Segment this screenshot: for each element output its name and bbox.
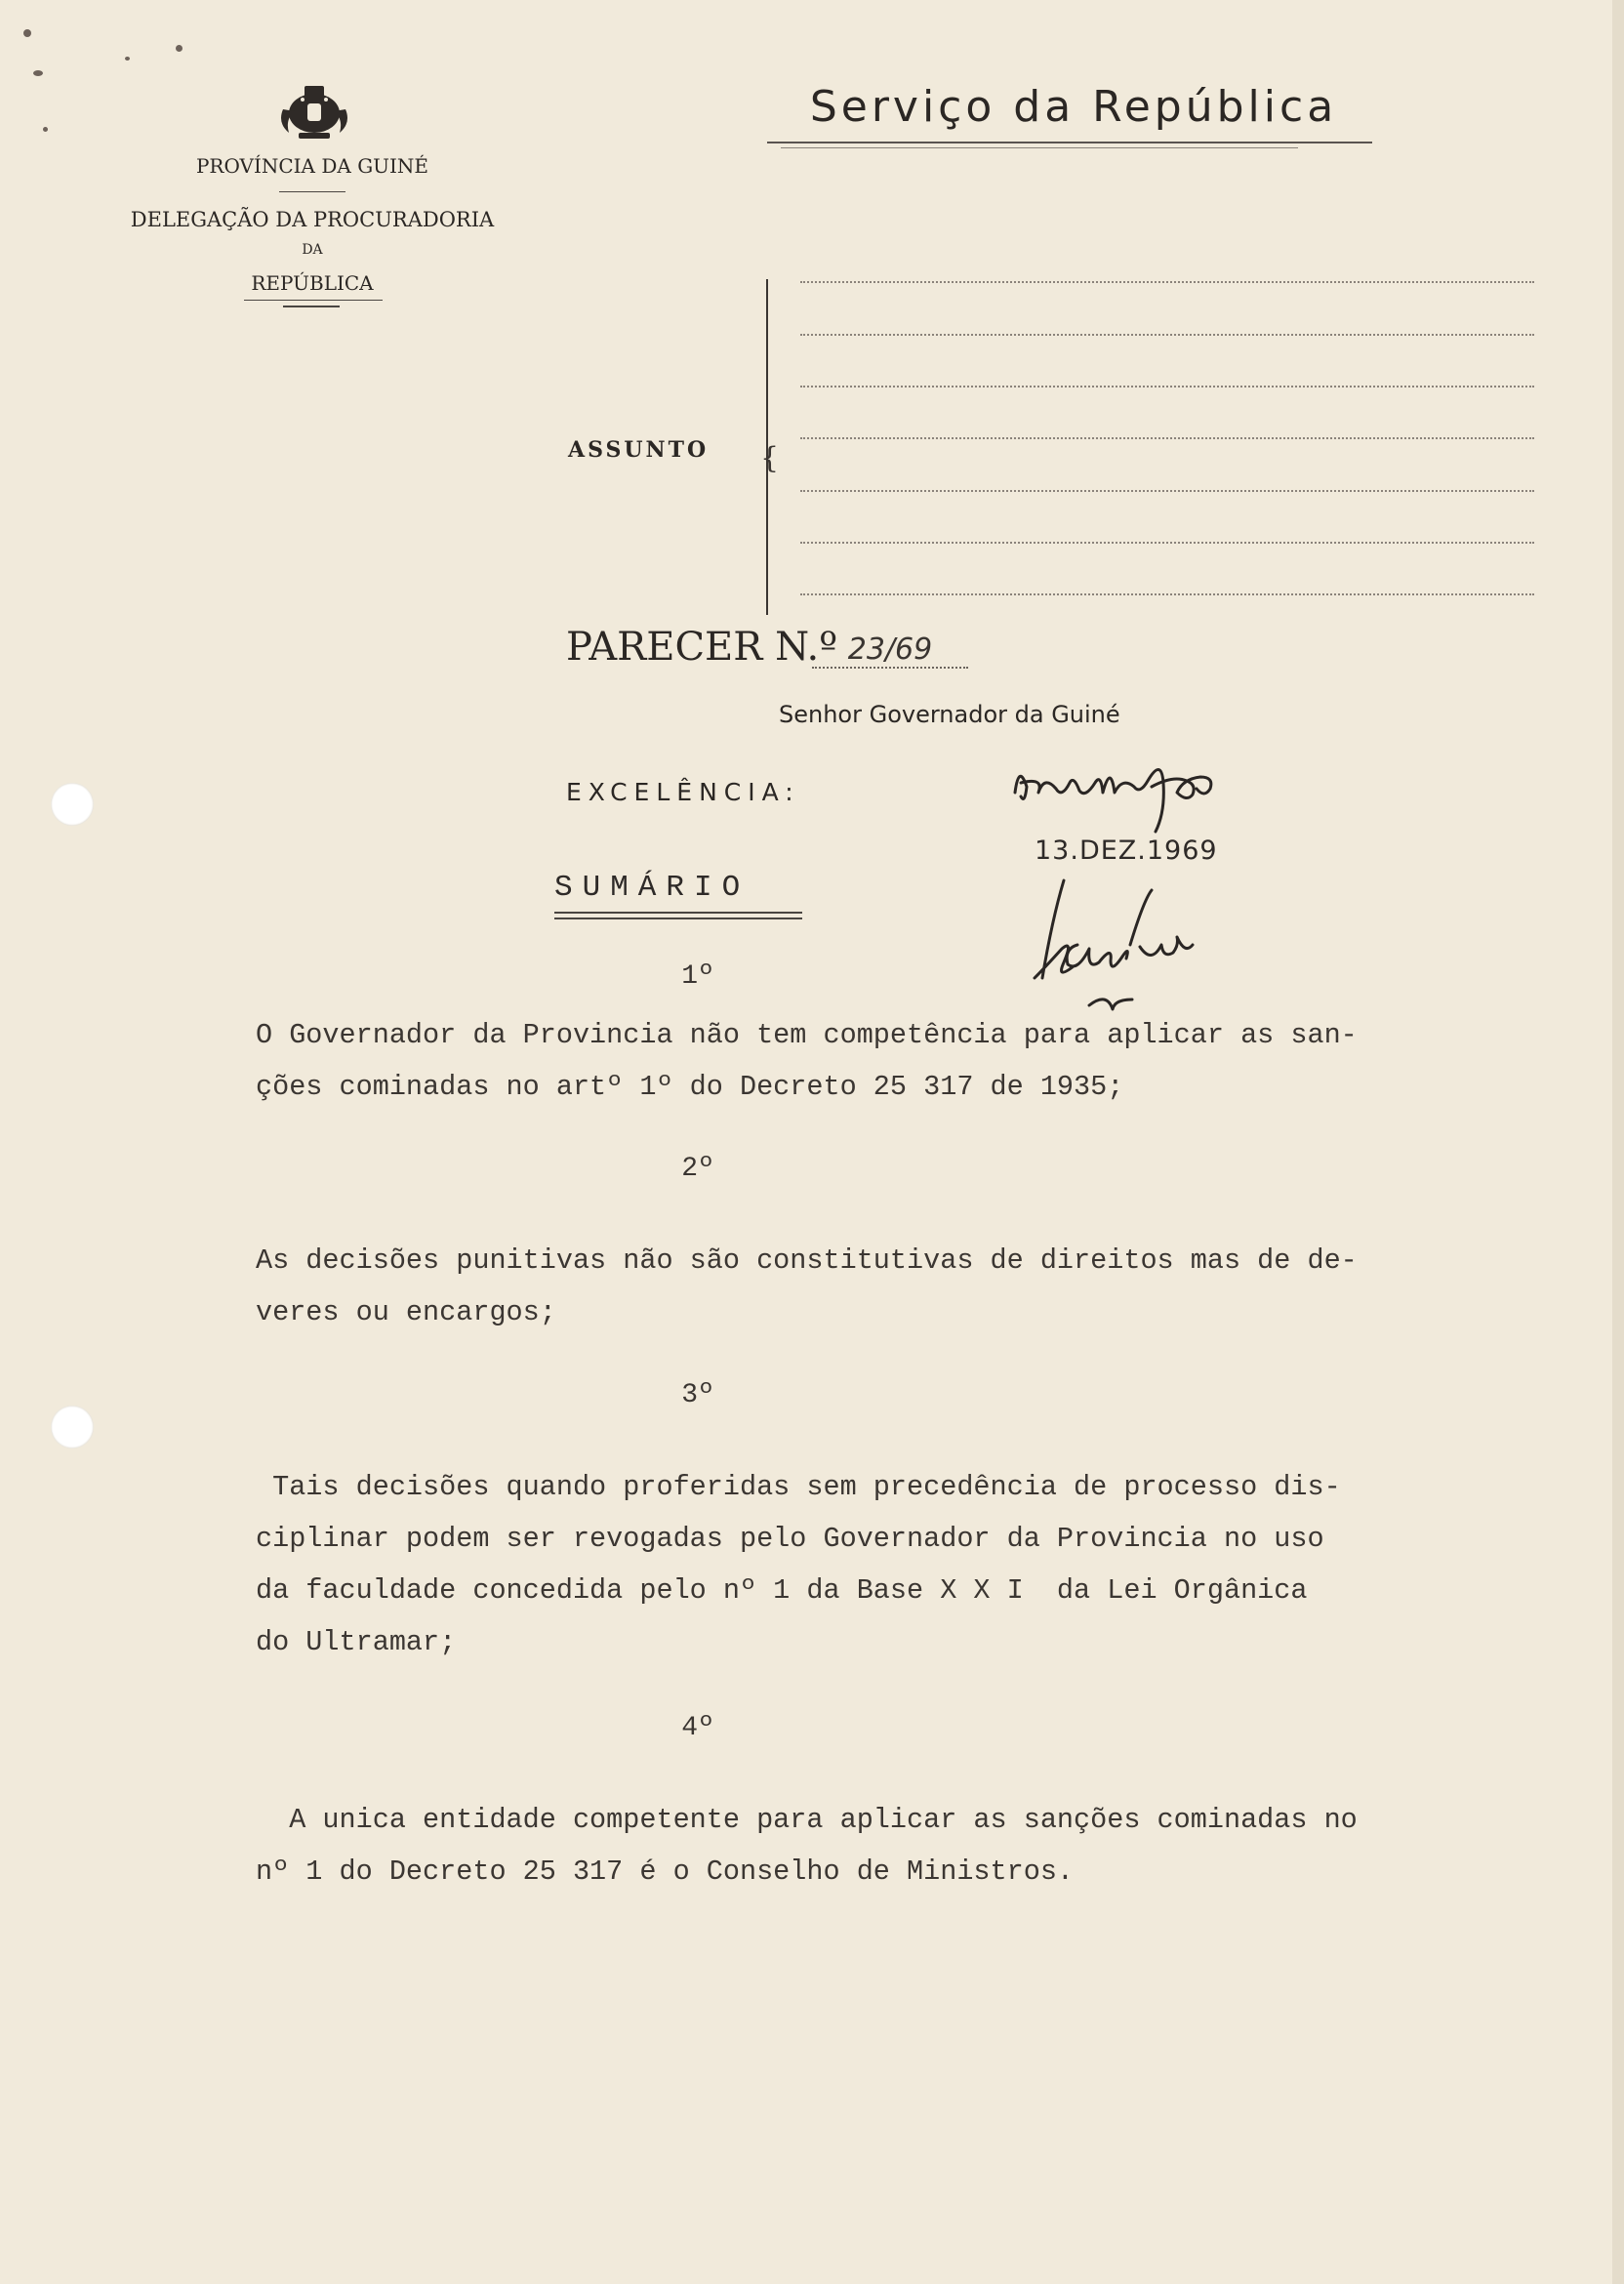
paper-speck xyxy=(43,127,48,132)
parecer-number: 23/69 xyxy=(812,632,968,669)
item-number: 4º xyxy=(681,1713,714,1743)
subject-brace: { xyxy=(760,441,780,475)
subject-label: ASSUNTO xyxy=(568,437,710,463)
paper-speck xyxy=(33,70,43,76)
subject-line xyxy=(800,542,1534,544)
subject-line xyxy=(800,593,1534,595)
text-line: As decisões punitivas não são constitutivas de direitos mas de de- xyxy=(256,1244,1358,1277)
parecer-label: PARECER N.º xyxy=(566,625,838,670)
divider xyxy=(279,191,345,192)
item-number: 1º xyxy=(681,961,714,992)
punch-hole xyxy=(51,1406,94,1448)
text-line: veres ou encargos; xyxy=(256,1296,556,1328)
summary-underline xyxy=(554,912,802,914)
province-name: PROVÍNCIA DA GUINÉ xyxy=(195,154,429,178)
punch-hole xyxy=(51,783,94,826)
paper-speck xyxy=(176,45,183,52)
divider xyxy=(244,300,383,301)
delegation-line-1: DELEGAÇÃO DA PROCURADORIA xyxy=(130,208,495,231)
subject-line xyxy=(800,386,1534,387)
summary-item xyxy=(256,1009,1544,1113)
text-line: do Ultramar; xyxy=(256,1626,457,1658)
addressee: Senhor Governador da Guiné xyxy=(779,701,1120,728)
subject-line xyxy=(800,281,1534,283)
paper-speck xyxy=(125,57,130,61)
subject-line xyxy=(800,437,1534,439)
text-line: O Governador da Provincia não tem competência para aplicar as san- xyxy=(256,1019,1358,1051)
subject-line xyxy=(800,490,1534,492)
item-number: 2º xyxy=(681,1154,714,1184)
paper-speck xyxy=(23,29,31,37)
summary-title: SUMÁRIO xyxy=(554,871,751,905)
delegation-line-2: DA xyxy=(302,242,323,258)
text-line: da faculdade concedida pelo nº 1 da Base X X I da Lei Orgânica xyxy=(256,1574,1308,1607)
salutation: EXCELÊNCIA: xyxy=(566,778,800,806)
text-line: Tais decisões quando proferidas sem precedência de processo dis- xyxy=(256,1471,1341,1503)
delegation-line-3: REPÚBLICA xyxy=(251,271,374,295)
text-line: ções cominadas no artº 1º do Decreto 25 317 de 1935; xyxy=(256,1071,1124,1103)
service-underline xyxy=(781,147,1298,148)
service-title: Serviço da República xyxy=(809,82,1338,132)
stamp-date: 13.DEZ.1969 xyxy=(1035,836,1218,866)
text-line: A unica entidade competente para aplicar as sanções cominadas no xyxy=(256,1804,1358,1836)
coat-of-arms-icon xyxy=(275,80,353,144)
text-line: nº 1 do Decreto 25 317 é o Conselho de Ministros. xyxy=(256,1856,1075,1888)
summary-item xyxy=(256,1461,1544,1668)
summary-item xyxy=(256,1794,1544,1897)
divider xyxy=(283,306,340,307)
service-underline xyxy=(767,142,1372,143)
summary-item xyxy=(256,1235,1544,1338)
item-number: 3º xyxy=(681,1380,714,1410)
summary-underline xyxy=(554,918,802,919)
page-edge xyxy=(1612,0,1624,2284)
subject-line xyxy=(800,334,1534,336)
text-line: ciplinar podem ser revogadas pelo Governador da Provincia no uso xyxy=(256,1523,1324,1555)
